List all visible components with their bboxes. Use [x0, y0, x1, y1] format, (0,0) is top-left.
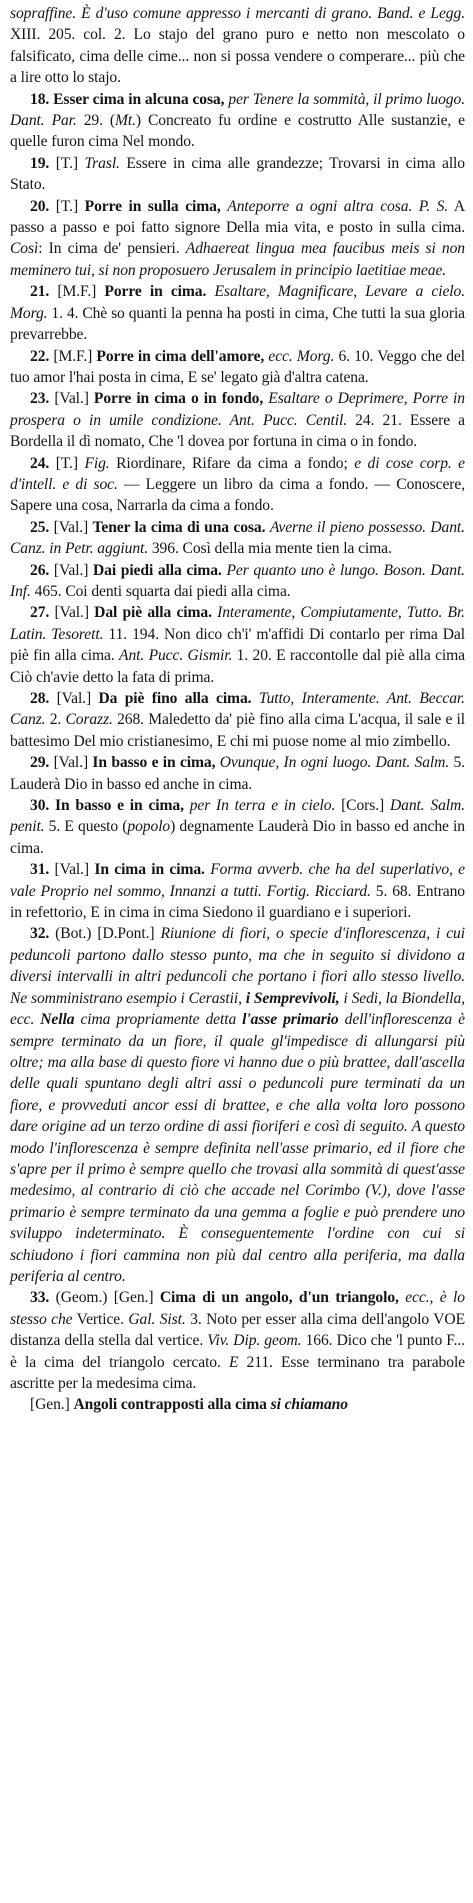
body-text: ) Concreato fu ordine e costrutto Alle sustanzie, e quelle furon cima Nel mondo.	[10, 112, 465, 151]
entry-number: 18.	[30, 90, 54, 108]
entry-number: 21.	[30, 283, 58, 301]
entry-headword: Angoli contrapposti alla cima	[73, 1396, 267, 1414]
body-text: 5. E questo (	[44, 818, 128, 836]
body-text: 211. Esse terminano tra parabole ascritte per la medesima cima.	[10, 1353, 465, 1392]
entry-n28	[10, 688, 465, 752]
body-text: [Val.]	[56, 690, 99, 707]
entry-number: 23.	[30, 390, 55, 408]
entry-headword: Tener la cima di una cosa.	[92, 518, 266, 536]
entry-number: 28.	[30, 690, 57, 707]
italic-text: Esaltare o Deprimere, Porre in prospera o in umile condizione. Ant. Pucc. Centil.	[10, 390, 465, 429]
entry-number: 27.	[30, 604, 55, 622]
italic-text: Così	[10, 240, 39, 258]
italic-text: Tutto, Interamente. Ant. Beccar. Canz.	[10, 690, 465, 729]
italic-text: cima propriamente detta	[80, 1011, 237, 1029]
body-text: [Val.]	[53, 561, 93, 579]
body-text: 6. 10. Veggo che del tuo amor l'hai posta in cima, E se' legato già d'altra catena.	[10, 347, 465, 386]
italic-text: Per quanto uno è lungo. Boson. Dant. Inf.	[10, 561, 465, 600]
body-text: [T.]	[55, 154, 85, 172]
entry-headword: Dal piè alla cima.	[94, 604, 212, 622]
entry-headword: Esser cima in alcuna cosa,	[53, 90, 225, 108]
body-text: 2.	[45, 711, 66, 729]
body-text: (Bot.) [D.Pont.]	[55, 925, 161, 943]
bold-italic-text: i Semprevivoli,	[241, 989, 340, 1007]
entry-n23	[10, 388, 465, 452]
body-text: 24. 21. Essere a Bordella il dì nomato, Che 'l dovea por fortuna in cima o in fondo.	[10, 411, 466, 451]
body-text: : In cima de' pensieri.	[38, 240, 186, 258]
entry-n31	[10, 859, 465, 923]
italic-text: popolo	[127, 818, 171, 836]
italic-text: Esaltare, Magnificare, Levare a cielo. Morg.	[10, 283, 465, 322]
entry-n32	[10, 923, 465, 1287]
body-text: 29. (	[76, 112, 115, 130]
entry-headword: Dai piedi alla cima.	[93, 561, 222, 579]
body-text: [Val.]	[54, 604, 95, 622]
body-text: [M.F.]	[53, 347, 97, 365]
italic-text: Corazz.	[65, 711, 113, 729]
body-text: Riordinare, Rifare da cima a fondo;	[109, 454, 355, 472]
entry-headword: In basso e in cima,	[92, 754, 216, 772]
entry-number: 32.	[30, 925, 56, 943]
body-text: 5. Lauderà Dio in basso ed anche in cima.	[10, 754, 465, 793]
body-text: 396. Così della mia mente tien la cima.	[148, 540, 392, 558]
entry-headword: Da piè fino alla cima.	[98, 690, 252, 707]
body-text: XIII. 205. col. 2. Lo stajo del grano puro e netto non mescolato o falsificato, cima delle cime... non si possa vendere o comperare... più che a lire otto lo stajo.	[10, 26, 465, 87]
body-text: 3. Noto per esser alla cima dell'angolo VOE distanza della stella dal vertice.	[10, 1310, 465, 1350]
entry-n29	[10, 752, 465, 795]
entry-n33	[10, 1287, 465, 1394]
body-text: 465. Coi denti squarta dai piedi alla cima.	[30, 582, 291, 600]
entry-n21	[10, 281, 465, 345]
entry-headword: Porre in sulla cima,	[84, 197, 221, 215]
italic-text: Riunione di fiori, o specie d'inflorescenza, i cui peduncoli partono dallo stesso punto, ma che in seguito si dividono a diversi intervalli in altri peduncoli che portano i fiori allo stesso livello. Ne somministrano esempio i Cerastii,	[10, 925, 465, 1007]
entry-number: 30.	[30, 797, 56, 815]
body-text: 11. 194. Non dico ch'i' m'affidi Di contarlo per rima Dal piè fin alla cima.	[10, 625, 465, 665]
entry-n19	[10, 153, 465, 196]
bold-italic-text: l'asse primario	[236, 1011, 339, 1029]
body-text: Essere in cima alle grandezze; Trovarsi in cima allo Stato.	[10, 154, 465, 194]
body-text: 268. Maledetto da' piè fino alla cima L'acqua, il sale e il battesimo Del mio cristianesimo, E chi mi puose nome al mio zimbello.	[10, 711, 466, 750]
italic-text: Anteporre a ogni altra cosa. P. S.	[227, 197, 449, 215]
body-text: 166. Dico che 'l punto F... è la cima del triangolo cercato.	[10, 1332, 465, 1371]
body-text: [Val.]	[53, 518, 93, 536]
body-text: [Val.]	[53, 754, 93, 772]
bold-italic-text: Nella	[34, 1011, 75, 1029]
entry-n30	[10, 795, 465, 859]
italic-text: dell'inflorescenza è sempre terminato da un fiore, il quale gl'impedisce di allungarsi più oltre; ma alla base di questo fiore vi hanno due o più brattee, dall'ascella delle quali spuntano degli altri assi o peduncoli pure terminati da un fiore, e provveduti ancor essi di brattee, e che alla volta loro possono dare origine ad un terzo ordine di assi fioriferi e così di seguito. A questo modo l'inflorescenza è sempre definita nell'asse primario, ed il fiore che s'apre per il primo è sempre quello che trovasi alla sommità di quest'asse medesimo, al contrario di ciò che accade nel Corimbo (V.), dove l'asse primario è sempre terminato da una gemma a foglie e può prendere uno sviluppo indeterminato. È conseguentemente l'ordine con cui si schiudono i fiori cammina non più dal centro alla periferia, ma dalla periferia al centro.	[10, 1011, 465, 1285]
entry-n18	[10, 89, 465, 153]
body-text: [Gen.]	[30, 1396, 74, 1414]
italic-text: e di cose corp. e d'intell. e di soc.	[10, 454, 466, 493]
entry-n27	[10, 602, 465, 688]
entry-headword: In basso e in cima,	[55, 797, 184, 815]
entry-number: 22.	[30, 347, 54, 365]
body-text: 1. 4. Chè so quanti la penna ha posti in cima, Che tutti la sua gloria prevarrebbe.	[10, 304, 465, 344]
body-text: [Val.]	[54, 861, 95, 879]
italic-text: Trasl.	[84, 154, 120, 172]
italic-text: Fig.	[84, 454, 110, 472]
entry-number: 26.	[30, 561, 54, 579]
body-text: A passo a passo e poi fatto signore Della mia vita, e posto in sulla cima.	[10, 197, 465, 237]
italic-text: Gal. Sist.	[128, 1310, 186, 1328]
entry-number: 19.	[30, 154, 56, 172]
bold-italic-text: si chiamano	[270, 1396, 348, 1414]
entry-number: 24.	[30, 454, 56, 472]
entry-tail	[10, 1394, 465, 1415]
entry-n24	[10, 453, 465, 517]
entry-n26	[10, 560, 465, 603]
entry-number: 33.	[30, 1289, 56, 1307]
italic-text: sopraffine. È d'uso comune appresso i mercanti di grano. Band. e Legg.	[10, 5, 465, 22]
body-text: [T.]	[55, 197, 85, 215]
italic-text: per Tenere la sommità, il primo luogo. Dant. Par.	[10, 90, 466, 130]
italic-text: Ovunque, In ogni luogo. Dant. Salm.	[219, 754, 450, 772]
italic-text: Dant. Salm. penit.	[10, 797, 465, 836]
entry-n22	[10, 346, 465, 389]
entry-n20	[10, 196, 465, 282]
body-text: [Cors.]	[335, 797, 390, 815]
entry-number: 29.	[30, 754, 54, 772]
body-text: ) degnamente Lauderà Dio in basso ed anche in cima.	[10, 818, 465, 857]
body-text	[251, 690, 258, 707]
body-text: 1. 20. E raccontolle dal piè alla cima Ciò ch'avie detto la fata di prima.	[10, 647, 466, 686]
entry-headword: Cima di un angolo, d'un triangolo,	[159, 1289, 399, 1307]
body-text: 5. 68. Entrano in refettorio, E in cima in cima Siedono il guardiano e i superiori.	[10, 882, 466, 922]
italic-text: Adhaereat lingua mea faucibus meis si non meminero tui, si non proposuero Jerusalem in principio laetitiae meae.	[10, 240, 466, 279]
entry-headword: Porre in cima o in fondo,	[93, 390, 264, 408]
italic-text: Averne il pieno possesso. Dant. Canz. in Petr. aggiunt.	[10, 518, 465, 558]
italic-text: E	[228, 1353, 239, 1371]
entry-headword: In cima in cima.	[94, 861, 205, 879]
body-text: [Val.]	[54, 390, 94, 408]
italic-text: per In terra e in cielo.	[189, 797, 336, 815]
italic-text: ecc., è lo stesso che	[10, 1289, 465, 1328]
italic-text: Ant. Pucc. Gismir.	[119, 647, 233, 665]
entry-intro	[10, 3, 465, 89]
entry-n25	[10, 517, 465, 560]
entry-number: 20.	[30, 197, 56, 215]
entry-headword: Porre in cima.	[104, 283, 207, 301]
body-text: (Geom.) [Gen.]	[55, 1289, 160, 1307]
body-text: Vertice.	[72, 1310, 129, 1328]
entry-number: 25.	[30, 518, 54, 536]
italic-text: Viv. Dip. geom.	[207, 1332, 302, 1350]
italic-text: ecc. Morg.	[268, 347, 335, 365]
italic-text: Forma avverb. che ha del superlativo, e vale Proprio nel sommo, Innanzi a tutti. Fortig. Ricciard.	[10, 861, 465, 900]
italic-text: Interamente, Compiutamente, Tutto. Br. Latin. Tesorett.	[10, 604, 465, 643]
entry-headword: Porre in cima dell'amore,	[96, 347, 265, 365]
body-text: — Leggere un libro da cima a fondo. — Conoscere, Sapere una cosa, Narrarla da cima a fondo.	[10, 475, 465, 515]
body-text: [T.]	[55, 454, 85, 472]
italic-text: i Sedi, la Biondella, ecc.	[10, 989, 465, 1029]
body-text: [M.F.]	[57, 283, 105, 301]
entry-number: 31.	[30, 861, 55, 879]
italic-text: Mt.	[114, 112, 136, 130]
